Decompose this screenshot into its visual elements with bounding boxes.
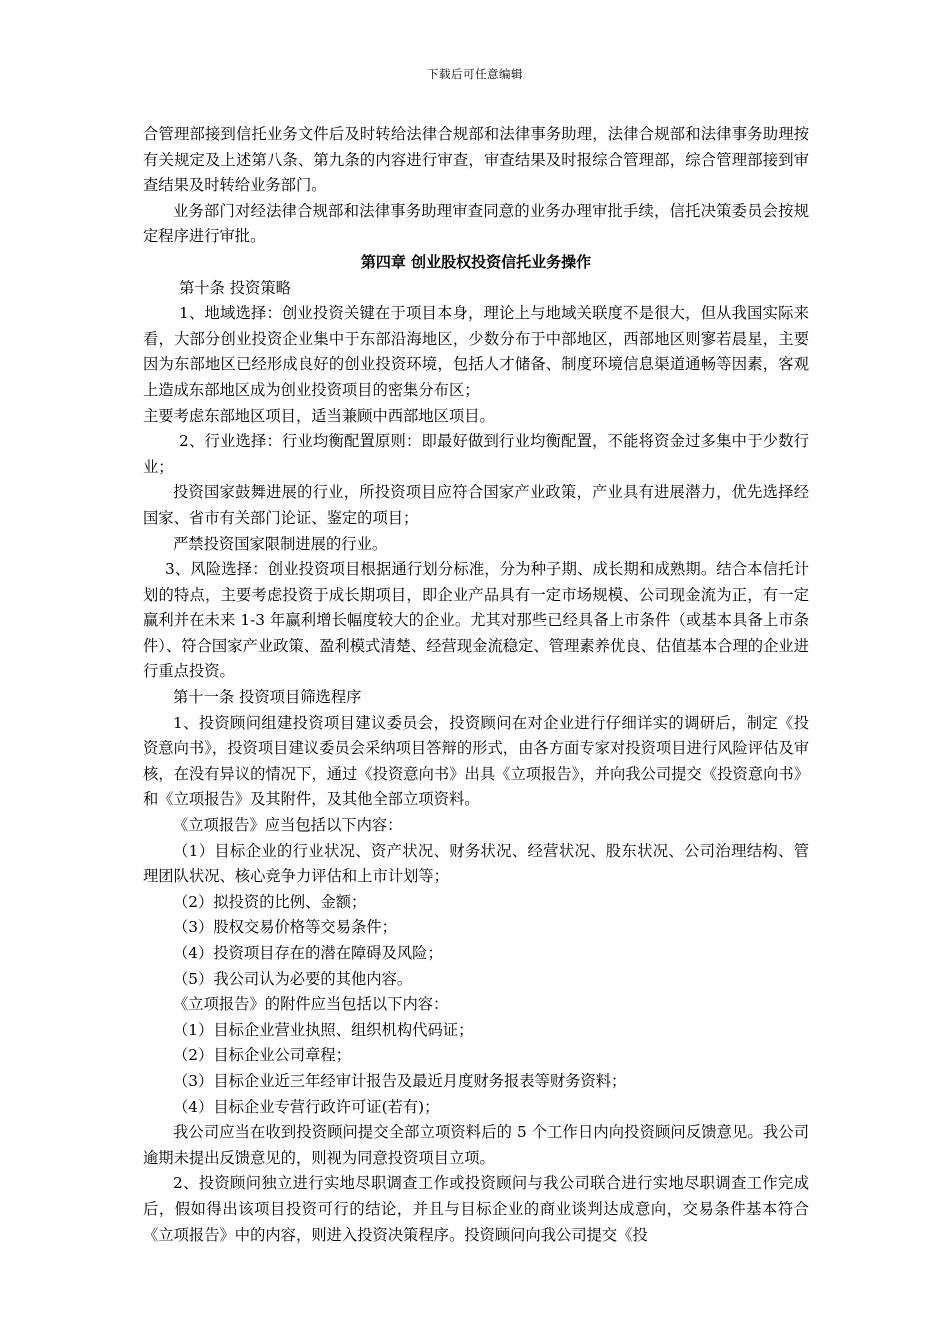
- paragraph: 《立项报告》的附件应当包括以下内容：: [173, 995, 449, 1014]
- paragraph: 2、投资顾问独立进行实地尽职调查工作或投资顾问与我公司联合进行实地尽职调查工作完成后，假如得出该项目投资可行的结论，并且与目标企业的商业谈判达成意向，交易条件基本符合《立项报告》中的内容，则进入投资决策程序。投资顾问向我公司提交《投: [143, 1174, 809, 1244]
- list-item: （1）目标企业的行业状况、资产状况、财务状况、经营状况、股东状况、公司治理结构、管理团队状况、核心竞争力评估和上市计划等；: [143, 841, 809, 886]
- paragraph: 投资国家鼓舞进展的行业，所投资项目应符合国家产业政策，产业具有进展潜力，优先选择经国家、省市有关部门论证、鉴定的项目；: [143, 483, 809, 527]
- paragraph: 《立项报告》应当包括以下内容：: [173, 816, 403, 835]
- list-item: （3）目标企业近三年经审计报告及最近月度财务报表等财务资料；: [173, 1071, 627, 1090]
- article-heading: 第十条 投资策略: [179, 278, 291, 297]
- paragraph: 1、投资顾问组建投资项目建议委员会，投资顾问在对企业进行仔细详实的调研后，制定《投资意向书》，投资项目建议委员会采纳项目答辩的形式，由各方面专家对投资项目进行风险评估及审核，在没有异议的情况下，通过《投资意向书》出具《立项报告》，并向我公司提交《投资意向书》和《立项报告》及其附件，及其他全部立项资料。: [143, 713, 809, 809]
- document-body: [143, 122, 809, 1248]
- paragraph: 主要考虑东部地区项目，适当兼顾中西部地区项目。: [143, 406, 495, 425]
- page-header: 下载后可任意编辑: [427, 67, 523, 81]
- paragraph: 我公司应当在收到投资顾问提交全部立项资料后的 5 个工作日内向投资顾问反馈意见。我公司逾期未提出反馈意见的，则视为同意投资项目立项。: [143, 1123, 809, 1167]
- article-heading: 第十一条 投资项目筛选程序: [173, 688, 362, 707]
- paragraph: 1、地域选择：创业投资关键在于项目本身，理论上与地域关联度不是很大，但从我国实际来看，大部分创业投资企业集中于东部沿海地区，少数分布于中部地区，西部地区则寥若晨星，主要因为东部地区已经形成良好的创业投资环境，包括人才储备、制度环境信息渠道通畅等因素，客观上造成东部地区成为创业投资项目的密集分布区；: [143, 304, 809, 399]
- paragraph: 2、行业选择：行业均衡配置原则：即最好做到行业均衡配置，不能将资金过多集中于少数行业；: [143, 432, 809, 476]
- list-item: （3）股权交易价格等交易条件；: [173, 918, 397, 937]
- list-item: （2）拟投资的比例、金额；: [173, 892, 367, 911]
- list-item: （4）目标企业专营行政许可证(若有)；: [173, 1097, 440, 1116]
- list-item: （2）目标企业公司章程；: [173, 1046, 351, 1065]
- list-item: （4）投资项目存在的潜在障碍及风险；: [173, 944, 443, 962]
- paragraph: 严禁投资国家限制进展的行业。: [173, 534, 388, 553]
- chapter-heading: 第四章 创业股权投资信托业务操作: [360, 252, 592, 271]
- paragraph: 合管理部接到信托业务文件后及时转给法律合规部和法律事务助理，法律合规部和法律事务助理按有关规定及上述第八条、第九条的内容进行审查，审查结果及时报综合管理部，综合管理部接到审查结果及时转给业务部门。: [143, 125, 809, 195]
- list-item: （5）我公司认为必要的其他内容。: [173, 969, 413, 988]
- list-item: （1）目标企业营业执照、组织机构代码证；: [173, 1020, 474, 1039]
- paragraph: 3、风险选择：创业投资项目根据通行划分标准，分为种子期、成长期和成熟期。结合本信托计划的特点，主要考虑投资于成长期项目，即企业产品具有一定市场规模、公司现金流为正，有一定赢利并在未来 1-3 年赢利增长幅度较大的企业。尤其对那些已经具备上市条件（或基本具备上市条件）、符合国家产业政策、盈利模式清楚、经营现金流稳定、管理素养优良、估值基本合理的企业进行重点投资。: [143, 560, 809, 681]
- paragraph: 业务部门对经法律合规部和法律事务助理审查同意的业务办理审批手续，信托决策委员会按规定程序进行审批。: [143, 201, 809, 246]
